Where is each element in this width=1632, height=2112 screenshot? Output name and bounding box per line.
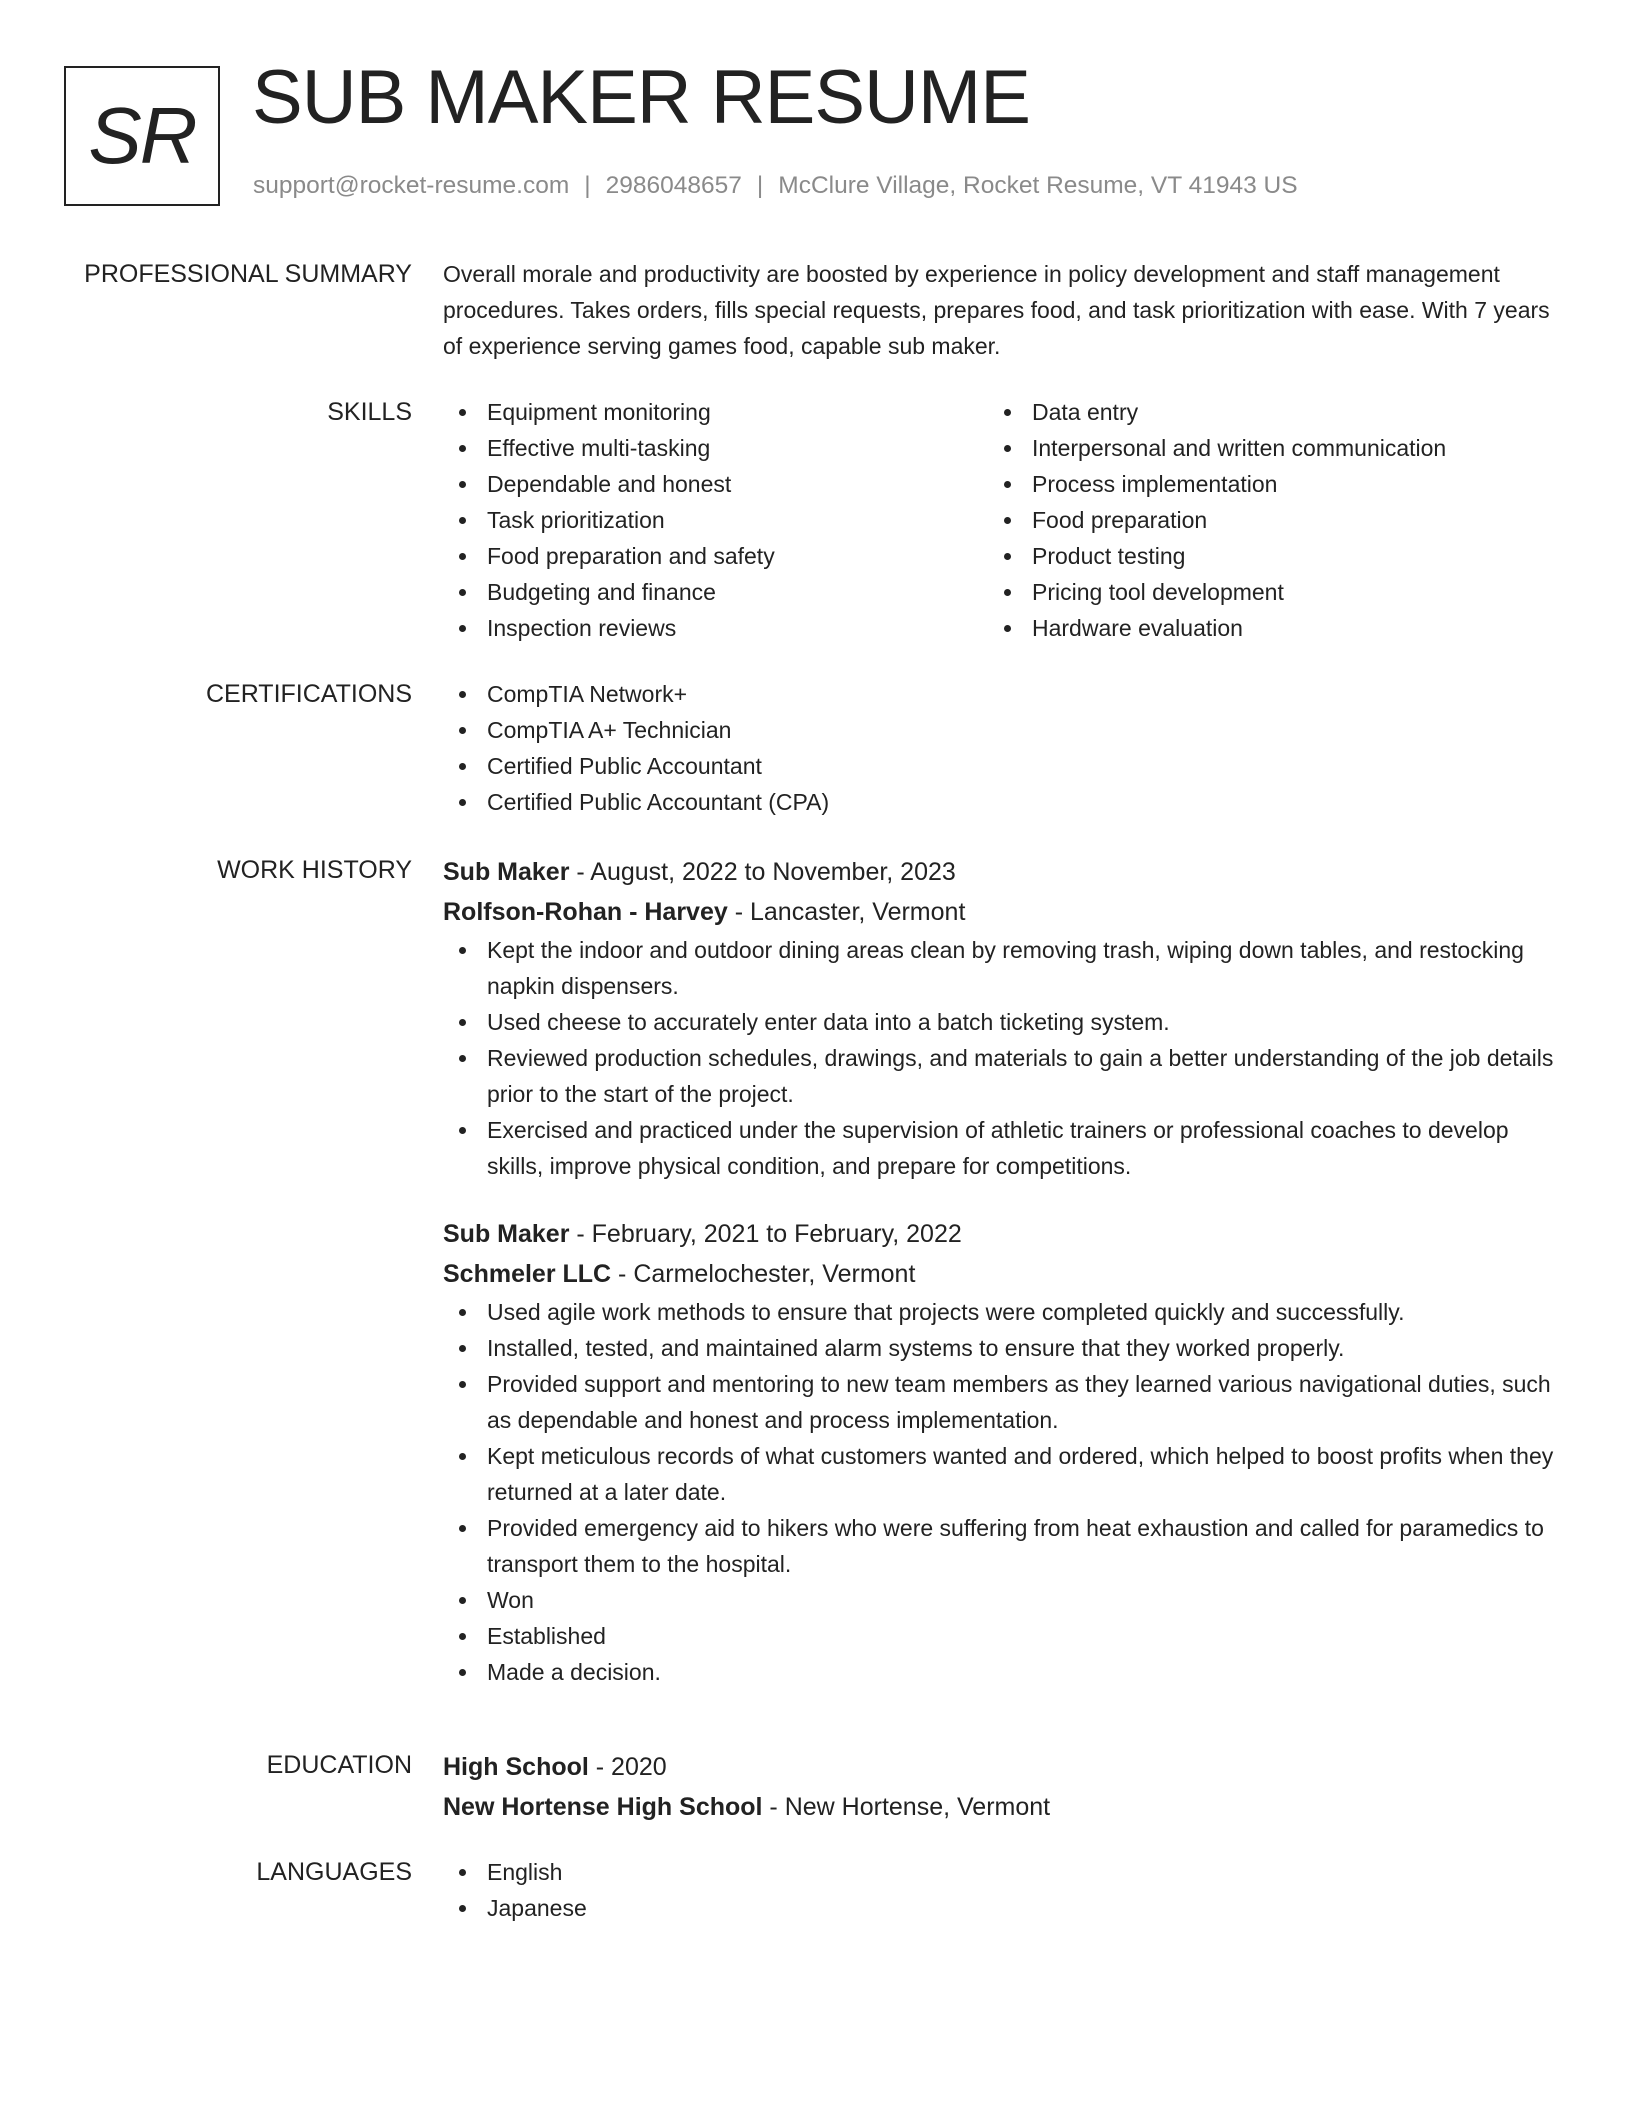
language-item: English xyxy=(443,1854,1563,1890)
job-bullets xyxy=(443,932,1563,1184)
skill-item: Data entry xyxy=(988,394,1533,430)
job-company: Rolfson-Rohan - Harvey xyxy=(443,898,728,926)
education-year: - 2020 xyxy=(588,1753,667,1781)
job-title-line xyxy=(443,1214,1563,1254)
language-item: Japanese xyxy=(443,1890,1563,1926)
section-heading: WORK HISTORY xyxy=(217,856,412,884)
contact-separator: | xyxy=(584,172,591,199)
skill-item: Product testing xyxy=(988,538,1533,574)
skill-item: Dependable and honest xyxy=(443,466,988,502)
education-school: New Hortense High School xyxy=(443,1793,763,1821)
section-heading: PROFESSIONAL SUMMARY xyxy=(84,260,412,288)
job-dates: - February, 2021 to February, 2022 xyxy=(569,1220,962,1248)
job-location: - Carmelochester, Vermont xyxy=(611,1260,916,1288)
certification-item: Certified Public Accountant xyxy=(443,748,1563,784)
skill-item: Process implementation xyxy=(988,466,1533,502)
job-company: Schmeler LLC xyxy=(443,1260,612,1288)
education-school-line xyxy=(443,1787,1563,1827)
contact-separator: | xyxy=(756,172,764,199)
job-bullet: Reviewed production schedules, drawings, and materials to gain a better understanding of the job details prior to the start of the project. xyxy=(443,1040,1563,1112)
job-bullet: Exercised and practiced under the supervision of athletic trainers or professional coaches to develop skills, improve physical condition, and prepare for competitions. xyxy=(443,1112,1563,1184)
skill-item: Interpersonal and written communication xyxy=(988,430,1533,466)
job-bullet: Established xyxy=(443,1618,1563,1654)
languages-list xyxy=(443,1854,1563,1926)
education-degree: High School xyxy=(443,1753,589,1781)
job-bullet: Provided support and mentoring to new team members as they learned various navigational duties, such as dependable and honest and process implementation. xyxy=(443,1366,1563,1438)
job-title-line xyxy=(443,852,1563,892)
skill-item: Effective multi-tasking xyxy=(443,430,988,466)
job-entry xyxy=(443,852,1563,1184)
job-title: Sub Maker xyxy=(443,1220,570,1248)
section-heading: EDUCATION xyxy=(266,1751,412,1779)
certification-item: CompTIA A+ Technician xyxy=(443,712,1563,748)
skill-item: Budgeting and finance xyxy=(443,574,988,610)
work-history-body xyxy=(443,852,1563,1690)
skill-item: Equipment monitoring xyxy=(443,394,988,430)
skills-list-left xyxy=(443,394,988,646)
education-body xyxy=(443,1747,1563,1827)
skills-columns xyxy=(443,394,1563,646)
job-bullet: Used cheese to accurately enter data into a batch ticketing system. xyxy=(443,1004,1563,1040)
job-company-line xyxy=(443,1254,1563,1294)
job-bullet: Won xyxy=(443,1582,1563,1618)
job-bullet: Kept the indoor and outdoor dining areas clean by removing trash, wiping down tables, and restocking napkin dispensers. xyxy=(443,932,1563,1004)
job-title: Sub Maker xyxy=(443,858,570,886)
education-degree-line xyxy=(443,1747,1563,1787)
resume-name: SUB MAKER RESUME xyxy=(252,55,1030,140)
job-bullet: Used agile work methods to ensure that projects were completed quickly and successfully. xyxy=(443,1294,1563,1330)
certification-item: CompTIA Network+ xyxy=(443,676,1563,712)
job-bullets xyxy=(443,1294,1563,1690)
contact-line xyxy=(253,172,1298,200)
job-bullet: Made a decision. xyxy=(443,1654,1563,1690)
skills-list-right xyxy=(988,394,1533,646)
skill-item: Inspection reviews xyxy=(443,610,988,646)
certifications-list xyxy=(443,676,1563,820)
section-heading: LANGUAGES xyxy=(256,1858,412,1886)
monogram-logo: SR xyxy=(64,66,220,206)
job-entry xyxy=(443,1214,1563,1690)
skill-item: Food preparation xyxy=(988,502,1533,538)
skill-item: Food preparation and safety xyxy=(443,538,988,574)
job-bullet: Kept meticulous records of what customers wanted and ordered, which helped to boost profits when they returned at a later date. xyxy=(443,1438,1563,1510)
skill-item: Hardware evaluation xyxy=(988,610,1533,646)
contact-email: support@rocket-resume.com xyxy=(253,172,570,199)
job-bullet: Provided emergency aid to hikers who were suffering from heat exhaustion and called for paramedics to transport them to the hospital. xyxy=(443,1510,1563,1582)
skill-item: Task prioritization xyxy=(443,502,988,538)
contact-phone: 2986048657 xyxy=(605,172,742,199)
job-bullet: Installed, tested, and maintained alarm systems to ensure that they worked properly. xyxy=(443,1330,1563,1366)
skill-item: Pricing tool development xyxy=(988,574,1533,610)
summary-text: Overall morale and productivity are boosted by experience in policy development and staff management procedures. Takes orders, fills special requests, prepares food, and task prioritization with ease. With 7 years of experience serving games food, capable sub maker. xyxy=(443,261,1550,359)
section-heading: CERTIFICATIONS xyxy=(205,680,412,708)
job-dates: - August, 2022 to November, 2023 xyxy=(569,858,956,886)
education-location: - New Hortense, Vermont xyxy=(762,1793,1051,1821)
certifications-body xyxy=(443,676,1563,820)
section-heading: SKILLS xyxy=(327,398,412,426)
languages-body xyxy=(443,1854,1563,1926)
contact-address: McClure Village, Rocket Resume, VT 41943 US xyxy=(778,172,1298,199)
certification-item: Certified Public Accountant (CPA) xyxy=(443,784,1563,820)
job-company-line xyxy=(443,892,1563,932)
job-location: - Lancaster, Vermont xyxy=(727,898,966,926)
